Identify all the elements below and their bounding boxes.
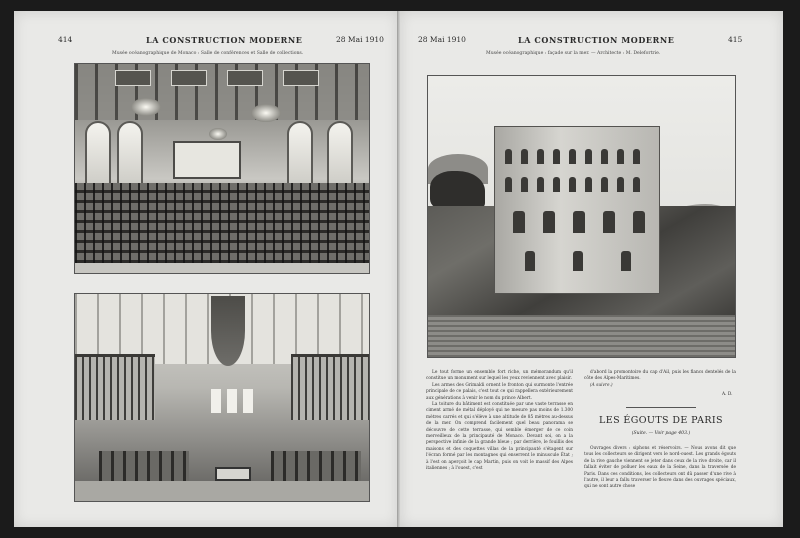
paragraph: d'abord la promontoire du cap d'Ail, puis les flancs dentelés de la côte des Alpes-Maritimes.: [584, 370, 736, 382]
paragraph: La toiture du bâtiment est constituée par une vaste terrasse en ciment armé de métal déployé qui ne mesure pas moins de 1.300 mètres carrés et qui s'élève à une altitude de 85 mètres au-dessus de la mer. On comprend facilement quel beau panorama se découvre de cette terrasse, qui semble émerger de ce coin merveilleux de la principauté de Monaco. Devant soi, on a la perspective infinie de la grande bleue ; par derrière, le fouillis des maisons et des coquettes villas de la principauté s'étagent sur l'écran formé par les montagnes qui enserrent le minuscule État ; à l'est on aperçoit le cap Martin, puis on voit le massif des Alpes italiennes ; à l'ouest, c'est: [426, 402, 573, 472]
divider: [626, 407, 696, 408]
paragraph: Le tout forme un ensemble fort riche, un mémorandum qu'il constitue un monument sur lequel les yeux reviennent avec plaisir.: [426, 370, 573, 382]
paragraph: Les armes des Grimaldi ornent le fronton qui surmonte l'entrée principale de ce palais, c'est tout ce qui rappellera extérieurement aux générations à venir le nom du prince Albert.: [426, 382, 573, 401]
paragraph: Ouvrages divers : siphons et réservoirs. — Nous avons dit que tous les collecteurs se dirigent vers le nord-ouest. Les grands égouts de la rive gauche viennent se jeter dans ceux de la rive droite, car il fallait éviter de polluer les eaux de la Seine, dans la traversée de Paris. Dans ces conditions, les collecteurs ont dû passer d'une rive à l'autre, il leur a fallu traverser le fleuve dans des ouvrages spéciaux, qui ne sont autre chose: [584, 446, 736, 490]
article-column-2-body: [584, 446, 736, 491]
photo-caption: Musée océanographique : façade sur la mer. — Architecte : M. Delefortrie.: [486, 51, 661, 56]
right-page: [400, 11, 783, 527]
issue-date: 28 Mai 1910: [336, 35, 384, 44]
issue-date: 28 Mai 1910: [418, 35, 466, 44]
journal-title: LA CONSTRUCTION MODERNE: [518, 35, 675, 45]
photo-caption: Musée océanographique de Monaco : Salle de conférences et Salle de collections.: [112, 51, 304, 56]
page-number: 415: [728, 35, 743, 44]
article-column-2: [584, 370, 736, 389]
section-subtitle: (Suite. — Voir page 403.): [631, 431, 691, 436]
article-column-1: [426, 370, 573, 473]
page-number: 414: [58, 35, 73, 44]
journal-title: LA CONSTRUCTION MODERNE: [146, 35, 303, 45]
conference-hall-photo: [74, 63, 370, 274]
museum-facade-photo: [427, 75, 736, 358]
continued-note: (A suivre.): [590, 382, 613, 388]
author-signature: A. D.: [722, 392, 733, 397]
left-page: [14, 11, 398, 527]
section-title: LES ÉGOUTS DE PARIS: [599, 415, 723, 426]
collections-hall-photo: [74, 293, 370, 502]
